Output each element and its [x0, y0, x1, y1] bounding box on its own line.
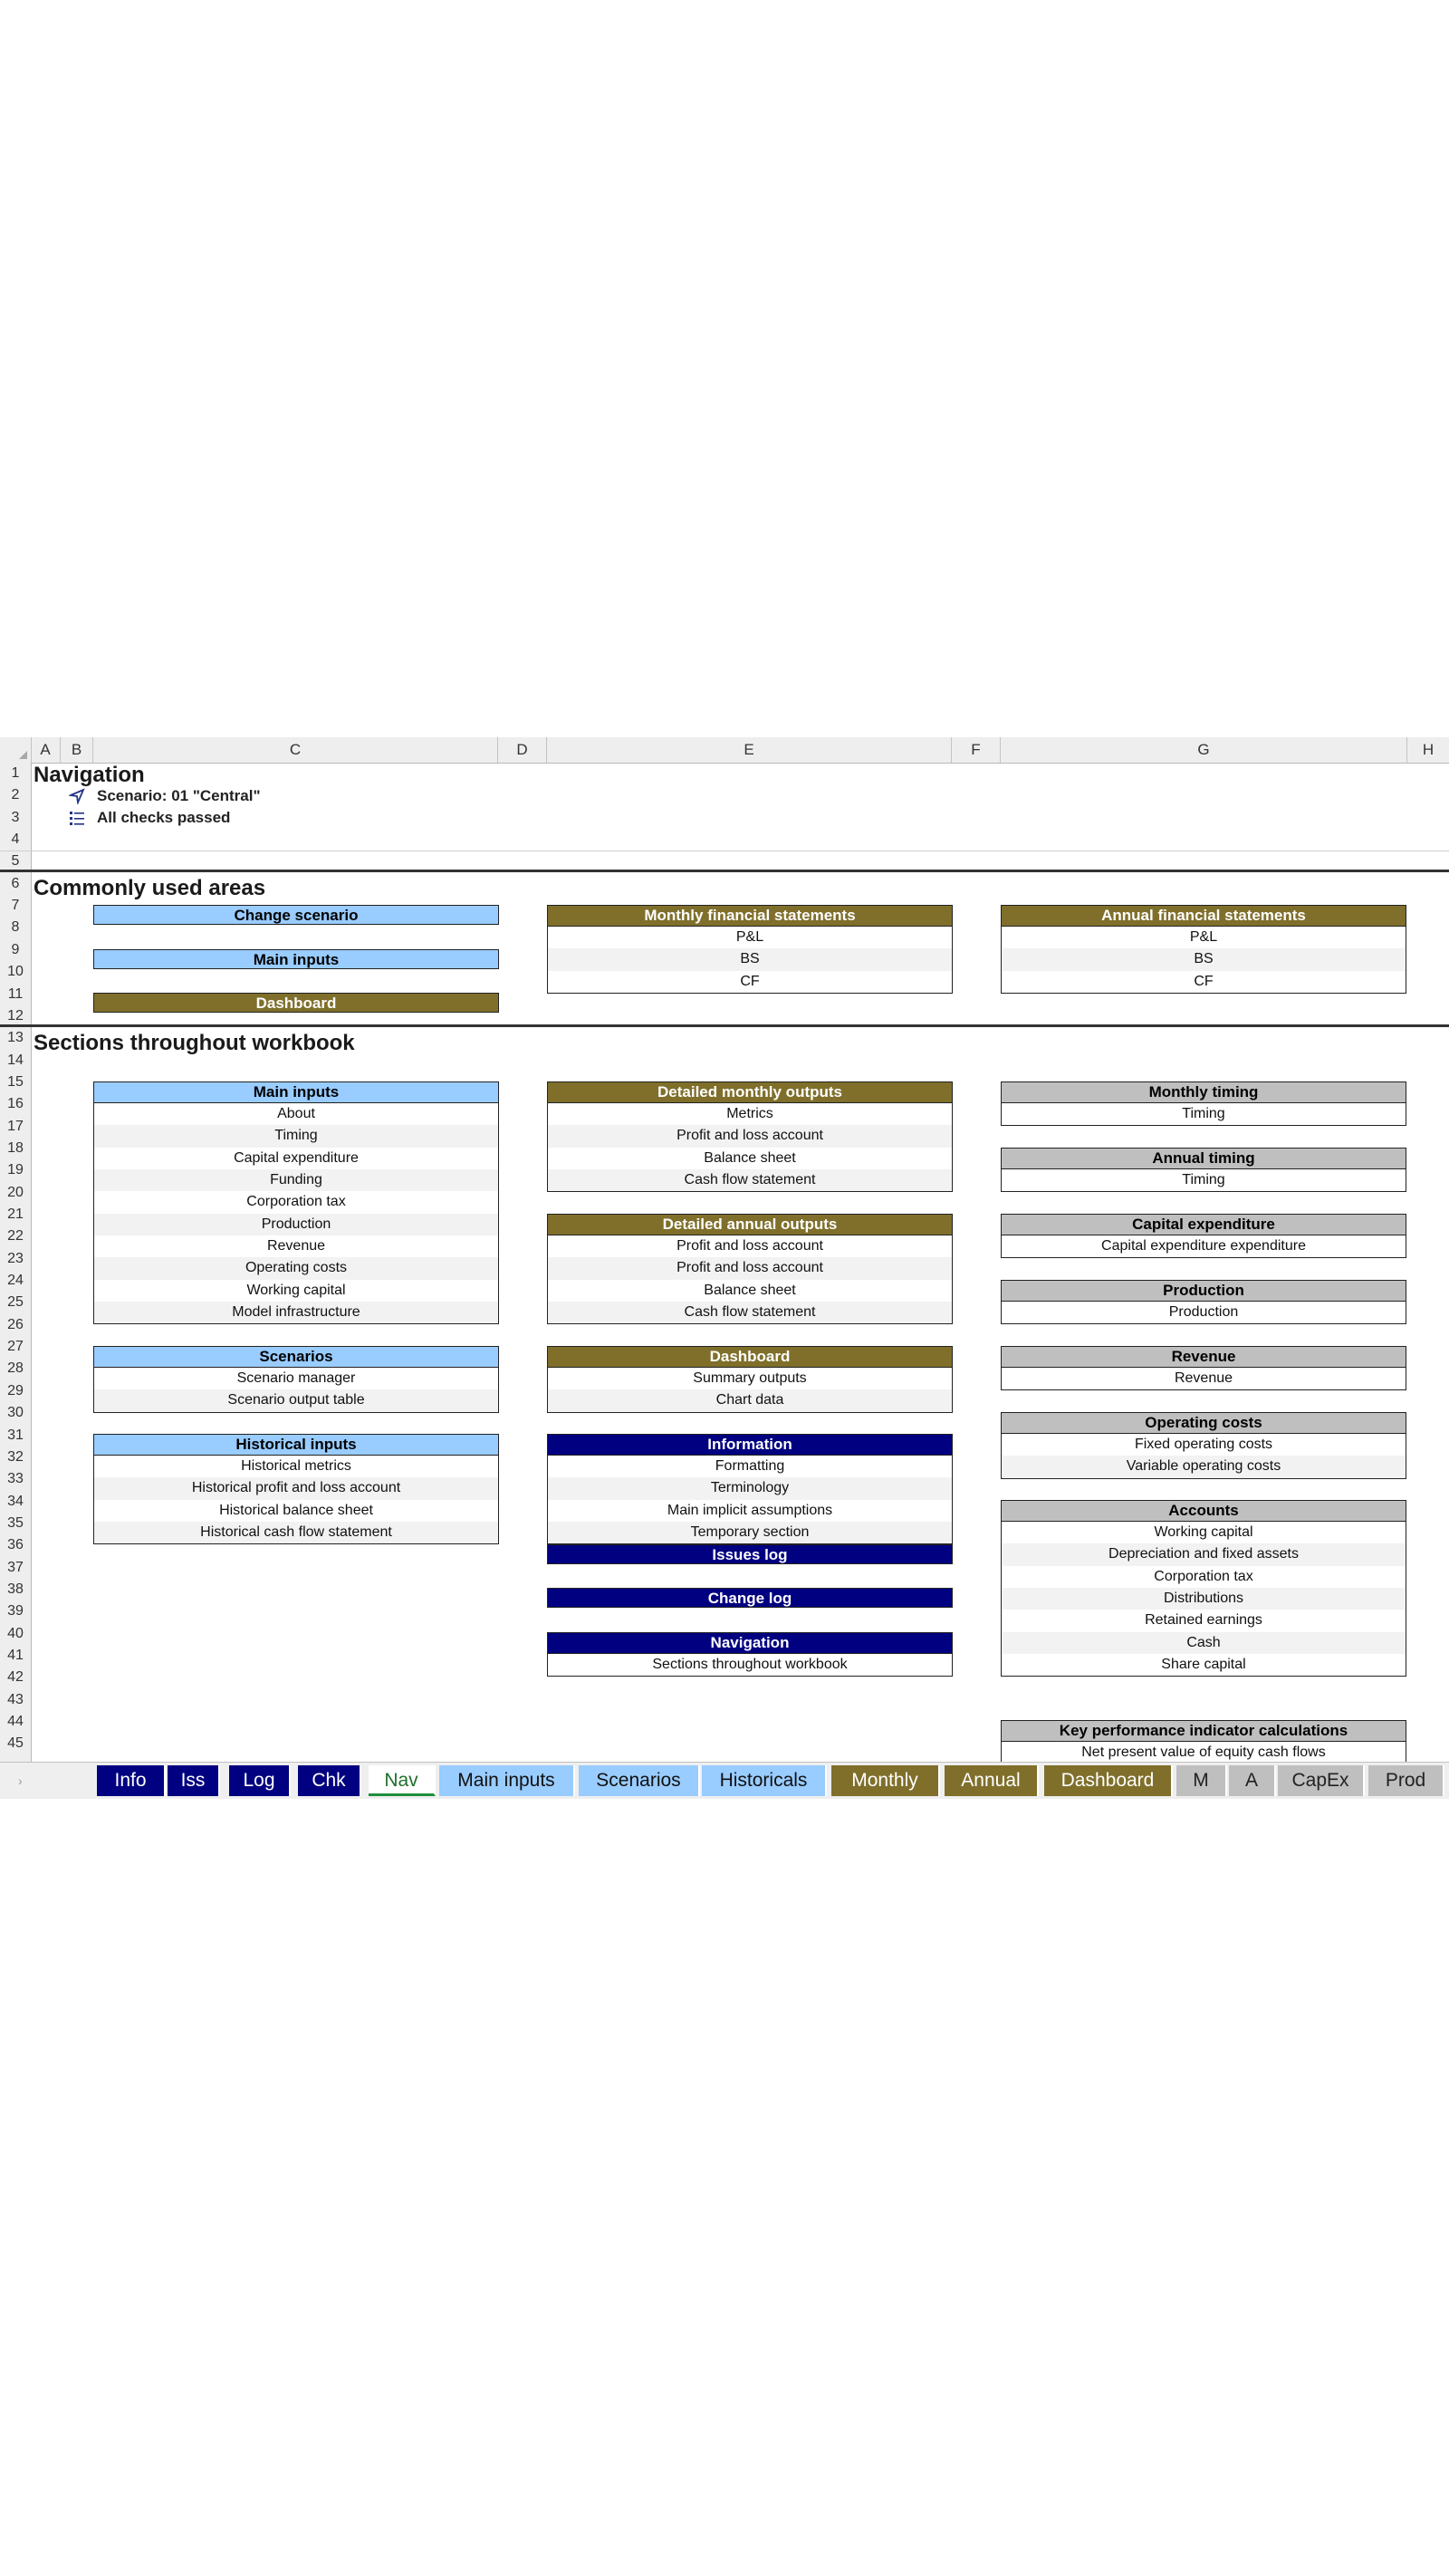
annual-timing-header[interactable]: Annual timing	[1002, 1149, 1406, 1169]
row-header[interactable]: 44	[7, 1714, 24, 1730]
list-item[interactable]: Funding	[94, 1169, 498, 1191]
list-item[interactable]: Variable operating costs	[1002, 1456, 1406, 1477]
row-header[interactable]: 33	[7, 1471, 24, 1487]
row-header[interactable]: 13	[7, 1030, 24, 1046]
historical-inputs-header[interactable]: Historical inputs	[94, 1435, 498, 1456]
list-item[interactable]: Balance sheet	[704, 1149, 796, 1166]
checks-label: All checks passed	[97, 809, 231, 826]
column-header-c[interactable]: C	[93, 737, 498, 763]
column-header-h[interactable]: H	[1422, 741, 1435, 758]
row-header[interactable]: 41	[7, 1648, 24, 1663]
list-item[interactable]: Historical metrics	[241, 1458, 351, 1474]
production-header[interactable]: Production	[1002, 1281, 1406, 1302]
list-item[interactable]: Distributions	[1002, 1588, 1406, 1610]
sheet-tab-annual[interactable]: Annual	[945, 1765, 1039, 1796]
list-item[interactable]: Cash flow statement	[548, 1169, 952, 1191]
row-header[interactable]: 18	[7, 1139, 24, 1156]
row-header[interactable]: 20	[7, 1184, 24, 1200]
monthly-bs-link[interactable]: BS	[548, 948, 952, 970]
detailed-annual-section	[547, 1214, 953, 1324]
main-inputs-button[interactable]: Main inputs	[93, 949, 499, 969]
sheet-tab-main-inputs[interactable]: Main inputs	[439, 1765, 575, 1796]
row-header[interactable]: 14	[7, 1052, 24, 1068]
row-header[interactable]: 17	[7, 1118, 24, 1134]
row-header[interactable]: 24	[7, 1273, 24, 1289]
annual-bs-link[interactable]: BS	[1002, 948, 1406, 970]
row-header[interactable]: 40	[7, 1625, 24, 1641]
list-item[interactable]: Operating costs	[94, 1257, 498, 1279]
section-divider	[0, 1024, 1449, 1027]
row-header[interactable]: 11	[7, 985, 24, 1002]
sheet-tab-nav[interactable]: Nav	[369, 1765, 436, 1796]
list-item[interactable]: Corporation tax	[1154, 1568, 1253, 1584]
list-item[interactable]: Formatting	[715, 1458, 785, 1474]
list-item[interactable]: Metrics	[726, 1106, 773, 1121]
accounts-section	[1001, 1500, 1406, 1677]
list-item[interactable]: Depreciation and fixed assets	[1002, 1543, 1406, 1565]
sheet-tab-prod[interactable]: Prod	[1368, 1765, 1444, 1796]
sheet-grid	[32, 763, 1449, 1799]
row-header[interactable]: 5	[11, 853, 20, 870]
monthly-statements-box	[547, 905, 953, 994]
list-item[interactable]: Revenue	[266, 1238, 326, 1254]
commonly-used-title: Commonly used areas	[34, 876, 266, 900]
list-item[interactable]: Scenario output table	[94, 1389, 498, 1411]
annual-statements-box	[1001, 905, 1406, 994]
list-item[interactable]: Historical balance sheet	[219, 1502, 373, 1518]
monthly-timing-header[interactable]: Monthly timing	[1002, 1082, 1406, 1103]
row-header[interactable]: 39	[7, 1603, 24, 1620]
kpi-section	[1001, 1720, 1406, 1764]
row-header[interactable]: 12	[7, 1007, 24, 1024]
list-item[interactable]: Profit and loss account	[548, 1125, 952, 1147]
sheet-tab-dashboard[interactable]: Dashboard	[1044, 1765, 1173, 1796]
information-section	[547, 1434, 953, 1544]
list-item[interactable]: Production	[94, 1214, 498, 1235]
row-header[interactable]: 1	[11, 765, 20, 781]
row-header[interactable]: 6	[11, 875, 20, 891]
row-header[interactable]: 2	[11, 787, 20, 803]
section-divider	[0, 870, 1449, 872]
list-item[interactable]: Terminology	[548, 1477, 952, 1499]
change-scenario-button[interactable]: Change scenario	[93, 905, 499, 925]
row-header[interactable]: 23	[7, 1250, 24, 1266]
column-header-d[interactable]: D	[498, 737, 547, 763]
list-item[interactable]: Model infrastructure	[94, 1302, 498, 1323]
dashboard-section	[547, 1346, 953, 1413]
list-item[interactable]: Share capital	[1161, 1657, 1246, 1673]
list-item[interactable]: Timing	[94, 1125, 498, 1147]
list-item[interactable]: Working capital	[246, 1282, 346, 1298]
navigation-arrow-icon	[68, 787, 86, 805]
column-header-b[interactable]: B	[61, 737, 93, 763]
sheet-tab-info[interactable]: Info	[97, 1765, 166, 1796]
row-header[interactable]: 16	[7, 1096, 24, 1112]
row-header[interactable]: 28	[7, 1360, 24, 1377]
page-title: Navigation	[34, 763, 145, 787]
list-item[interactable]: Retained earnings	[1145, 1612, 1262, 1629]
row-header[interactable]: 8	[11, 919, 20, 936]
column-header-e[interactable]: E	[547, 737, 952, 763]
row-header[interactable]: 29	[7, 1382, 24, 1399]
list-item[interactable]: Summary outputs	[693, 1370, 807, 1386]
list-item[interactable]: Chart data	[548, 1389, 952, 1411]
tab-scroll-icon[interactable]: ›	[18, 1773, 23, 1788]
checks-status[interactable]	[68, 809, 230, 827]
main-inputs-section	[93, 1081, 499, 1324]
monthly-timing-section	[1001, 1081, 1406, 1126]
production-section	[1001, 1280, 1406, 1324]
monthly-statements-header[interactable]: Monthly financial statements	[548, 906, 952, 927]
sheet-tab-iss[interactable]: Iss	[168, 1765, 220, 1796]
detailed-monthly-section	[547, 1081, 953, 1192]
row-header[interactable]: 36	[7, 1537, 24, 1553]
list-item[interactable]: Net present value of equity cash flows	[1081, 1745, 1326, 1760]
row-header[interactable]: 45	[7, 1735, 24, 1752]
row-header[interactable]: 22	[7, 1228, 24, 1245]
row-header[interactable]: 32	[7, 1448, 24, 1465]
sections-title: Sections throughout workbook	[34, 1031, 355, 1055]
information-header[interactable]: Information	[548, 1435, 952, 1456]
row-header[interactable]: 10	[7, 964, 24, 980]
row-header[interactable]: 9	[11, 941, 20, 957]
row-header[interactable]: 42	[7, 1669, 24, 1686]
row-header[interactable]: 35	[7, 1514, 24, 1531]
row-header[interactable]: 38	[7, 1581, 24, 1597]
scenario-label: Scenario: 01 "Central"	[97, 787, 261, 804]
checklist-icon	[68, 809, 86, 827]
list-item[interactable]: Cash flow statement	[548, 1302, 952, 1323]
column-header-bar	[0, 737, 1449, 764]
row-header[interactable]: 21	[7, 1206, 24, 1222]
list-item[interactable]: Timing	[1182, 1172, 1225, 1187]
list-item[interactable]: Corporation tax	[246, 1194, 346, 1210]
list-item[interactable]: Historical cash flow statement	[94, 1522, 498, 1543]
list-item[interactable]: Capital expenditure	[234, 1149, 359, 1166]
list-item[interactable]: Main implicit assumptions	[667, 1502, 833, 1518]
sheet-tab-scenarios[interactable]: Scenarios	[579, 1765, 700, 1796]
annual-timing-section	[1001, 1148, 1406, 1192]
list-item[interactable]: Working capital	[1154, 1524, 1253, 1540]
list-item[interactable]: Historical profit and loss account	[94, 1477, 498, 1499]
operating-costs-section	[1001, 1412, 1406, 1479]
scenarios-header[interactable]: Scenarios	[94, 1347, 498, 1368]
change-log-button[interactable]: Change log	[547, 1588, 953, 1608]
sheet-tab-capex[interactable]: CapEx	[1278, 1765, 1365, 1796]
list-item[interactable]: Cash	[1002, 1632, 1406, 1654]
detailed-annual-header[interactable]: Detailed annual outputs	[548, 1215, 952, 1235]
row-header[interactable]: 27	[7, 1339, 24, 1355]
list-item[interactable]: Balance sheet	[704, 1282, 796, 1298]
list-item[interactable]: Temporary section	[548, 1522, 952, 1543]
scenario-status[interactable]	[68, 787, 261, 805]
capex-header[interactable]: Capital expenditure	[1002, 1215, 1406, 1235]
row-header[interactable]: 26	[7, 1316, 24, 1332]
column-header-g[interactable]: G	[1001, 737, 1407, 763]
row-header[interactable]: 43	[7, 1691, 24, 1707]
list-item[interactable]: Sections throughout workbook	[652, 1657, 848, 1672]
sheet-tab-log[interactable]: Log	[229, 1765, 291, 1796]
row-header[interactable]: 25	[7, 1294, 24, 1311]
annual-pl-link[interactable]: P&L	[1189, 929, 1218, 945]
list-item[interactable]: Production	[1168, 1304, 1239, 1320]
sheet-tab-chk[interactable]: Chk	[298, 1765, 361, 1796]
kpi-header[interactable]: Key performance indicator calculations	[1002, 1721, 1406, 1742]
main-inputs-header[interactable]: Main inputs	[94, 1082, 498, 1103]
row-header[interactable]: 34	[7, 1493, 24, 1509]
row-header[interactable]: 30	[7, 1405, 24, 1421]
row-header[interactable]: 4	[11, 831, 20, 848]
capex-section	[1001, 1214, 1406, 1258]
select-all-corner[interactable]	[0, 737, 32, 763]
list-item[interactable]: Timing	[1182, 1106, 1225, 1121]
row-header[interactable]: 37	[7, 1559, 24, 1575]
operating-costs-header[interactable]: Operating costs	[1002, 1413, 1406, 1434]
row-header[interactable]: 3	[11, 809, 20, 825]
list-item[interactable]: Fixed operating costs	[1134, 1437, 1273, 1452]
sheet-tab-historicals[interactable]: Historicals	[702, 1765, 827, 1796]
row-header[interactable]: 15	[7, 1073, 24, 1090]
sheet-tab-bar	[0, 1762, 1449, 1799]
column-header-f[interactable]: F	[952, 737, 1001, 763]
navigation-section	[547, 1632, 953, 1677]
revenue-section	[1001, 1346, 1406, 1390]
scenarios-section	[93, 1346, 499, 1413]
row-header[interactable]: 31	[7, 1427, 24, 1443]
dashboard-header[interactable]: Dashboard	[548, 1347, 952, 1368]
row-header[interactable]: 19	[7, 1162, 24, 1178]
list-item[interactable]: About	[277, 1106, 315, 1121]
spreadsheet	[0, 737, 1449, 1799]
sheet-tab-m[interactable]: M	[1176, 1765, 1227, 1796]
annual-cf-link[interactable]: CF	[1194, 973, 1214, 989]
column-header-a[interactable]: A	[31, 737, 61, 763]
list-item[interactable]: Profit and loss account	[548, 1257, 952, 1279]
list-item[interactable]: Capital expenditure expenditure	[1101, 1238, 1306, 1254]
dashboard-button[interactable]: Dashboard	[93, 993, 499, 1013]
accounts-header[interactable]: Accounts	[1002, 1501, 1406, 1522]
annual-statements-header[interactable]: Annual financial statements	[1002, 906, 1406, 927]
navigation-header[interactable]: Navigation	[548, 1633, 952, 1654]
row-header-bar	[0, 763, 32, 1799]
sheet-tab-monthly[interactable]: Monthly	[831, 1765, 940, 1796]
monthly-cf-link[interactable]: CF	[740, 973, 760, 989]
historical-inputs-section	[93, 1434, 499, 1544]
sheet-tab-a[interactable]: A	[1229, 1765, 1276, 1796]
list-item[interactable]: Profit and loss account	[677, 1238, 823, 1254]
revenue-header[interactable]: Revenue	[1002, 1347, 1406, 1368]
list-item[interactable]: Revenue	[1174, 1370, 1233, 1386]
row-header[interactable]: 7	[11, 898, 20, 914]
list-item[interactable]: Scenario manager	[236, 1370, 356, 1386]
monthly-pl-link[interactable]: P&L	[735, 929, 764, 945]
detailed-monthly-header[interactable]: Detailed monthly outputs	[548, 1082, 952, 1103]
issues-log-button[interactable]: Issues log	[547, 1544, 953, 1564]
